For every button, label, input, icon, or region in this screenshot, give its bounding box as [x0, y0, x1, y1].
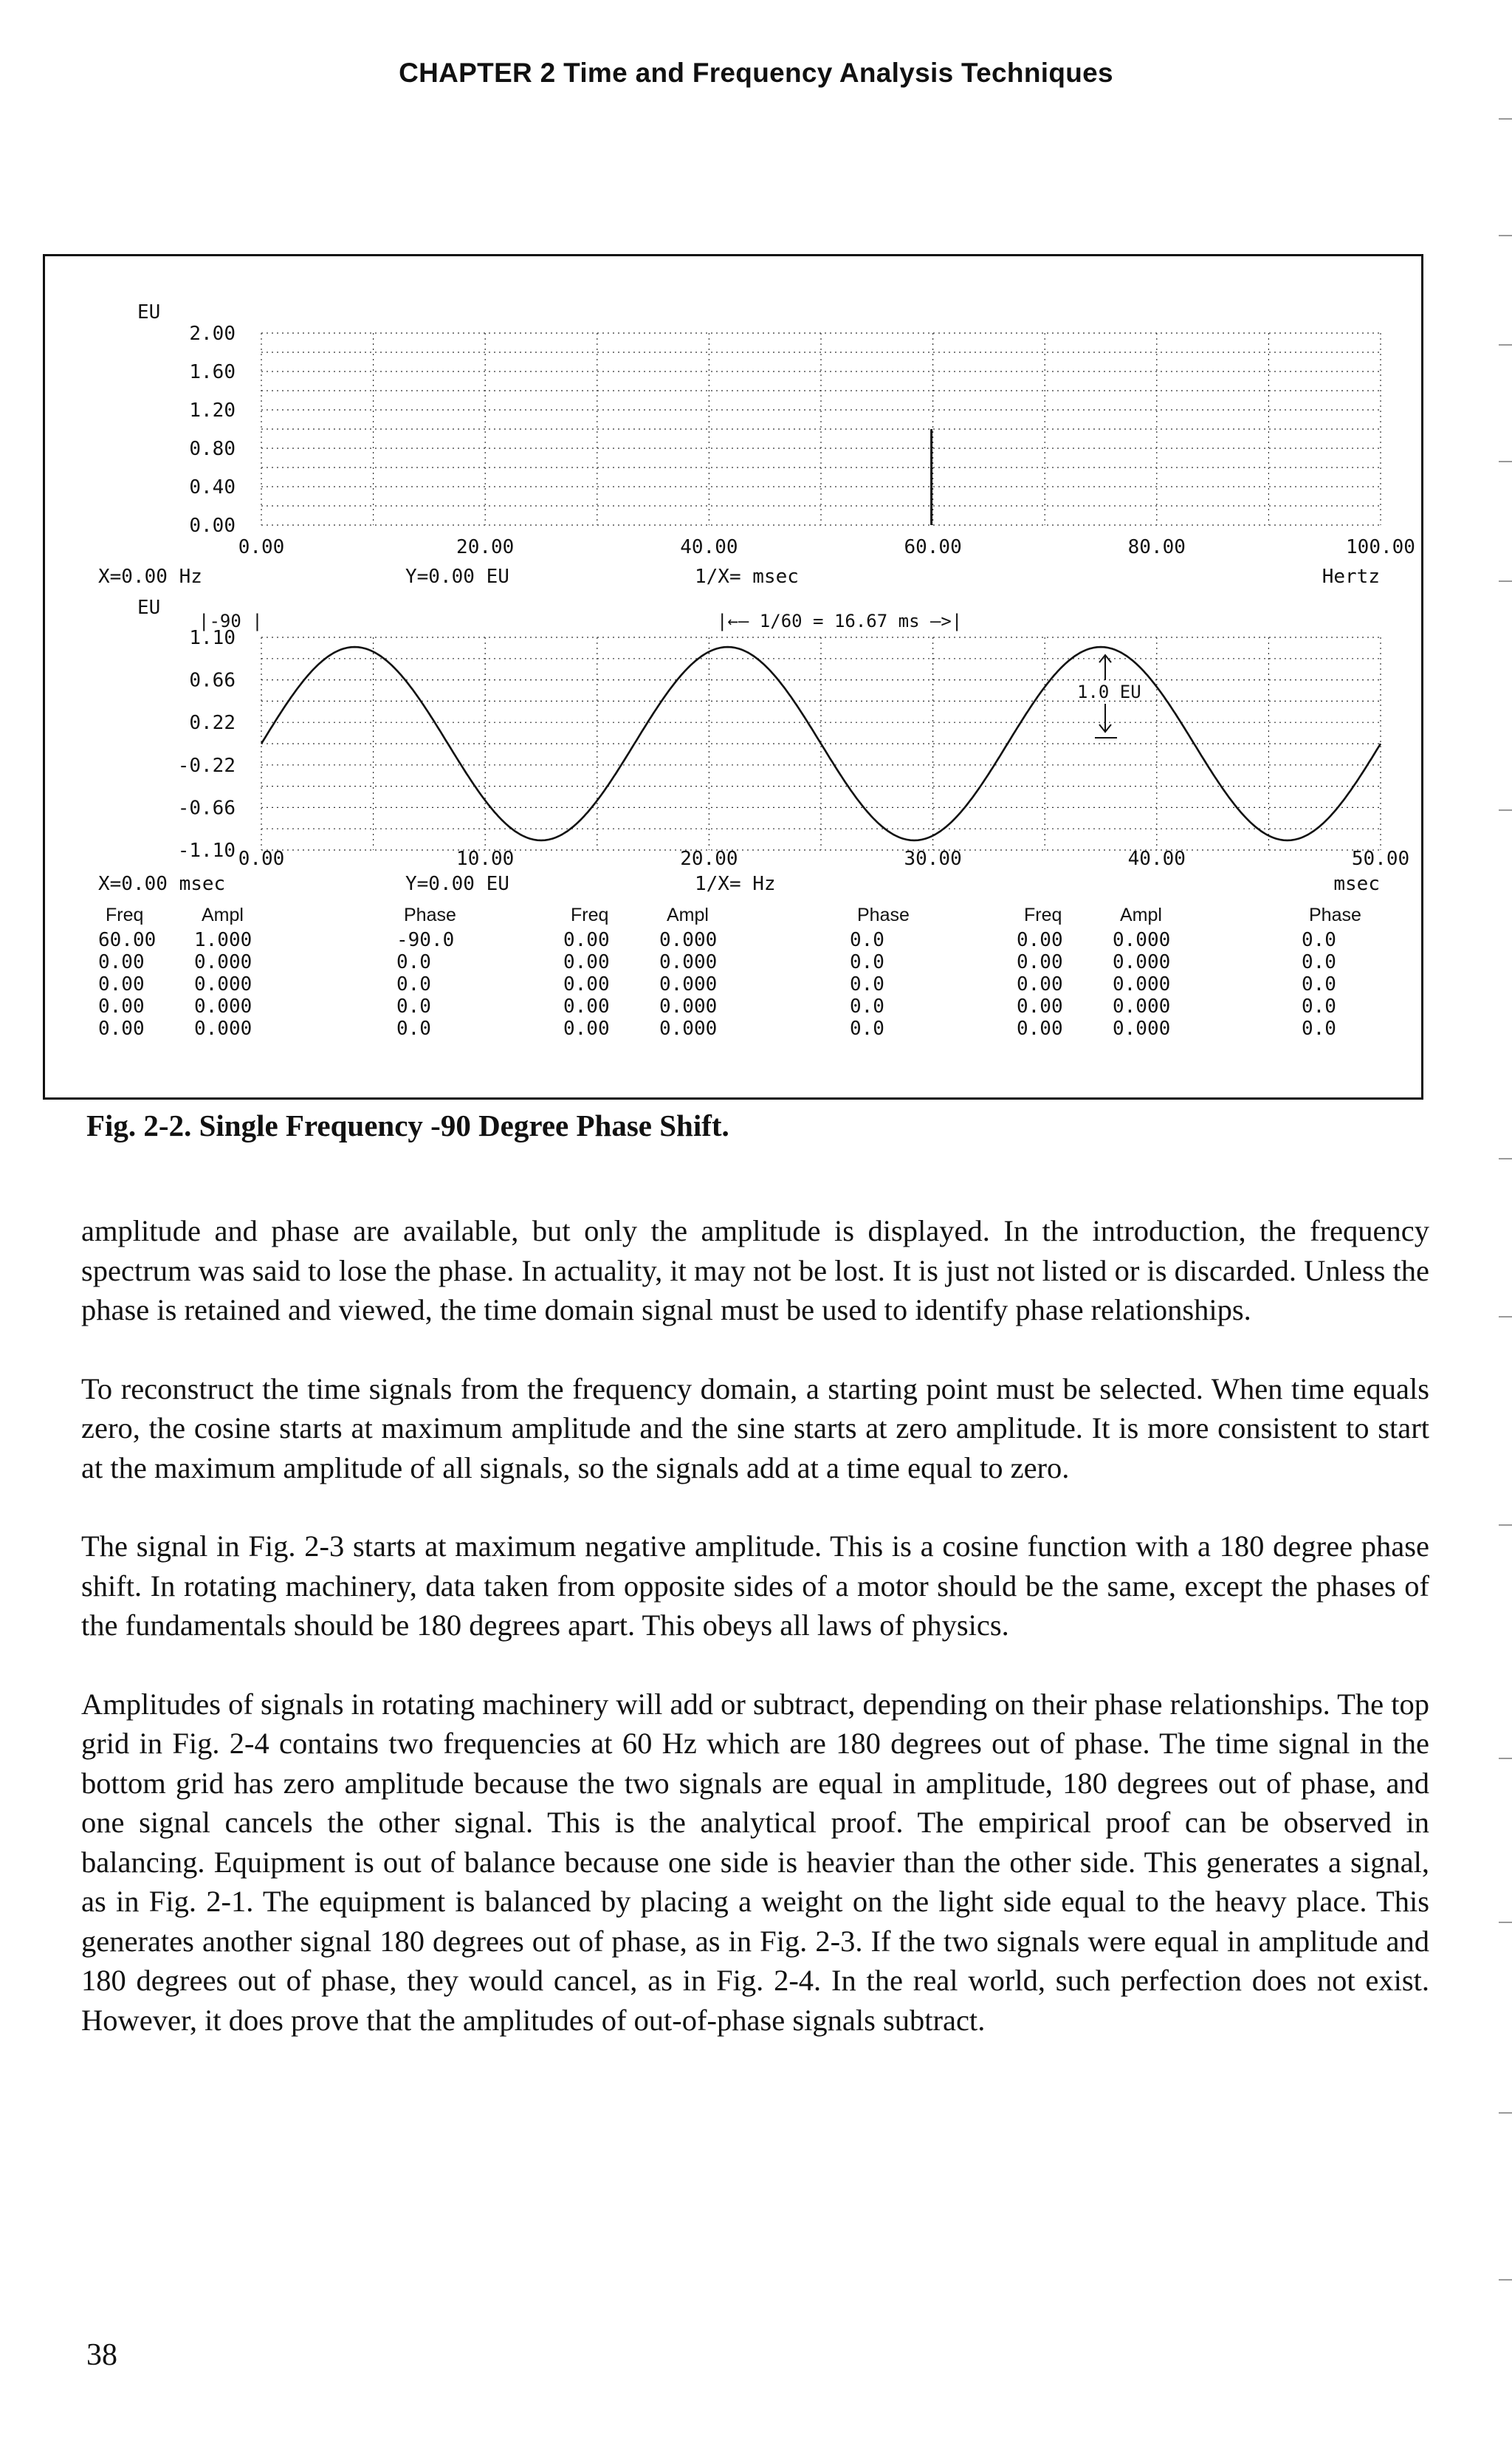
- table-cell: 0.000: [659, 929, 718, 951]
- table-cell: 0.0: [396, 1018, 431, 1040]
- table-header-cell: Freq: [1024, 905, 1062, 925]
- table-cell: 0.0: [1302, 1018, 1336, 1040]
- table-cell: 0.00: [98, 951, 145, 973]
- period-annotation: |←— 1/60 = 16.67 ms —>|: [717, 611, 963, 631]
- table-header-cell: Freq: [106, 905, 144, 925]
- table-cell: 0.00: [1017, 973, 1063, 996]
- time-x-unit: msec: [1333, 873, 1380, 895]
- figure-frame: [43, 254, 1423, 1100]
- figure-caption: Fig. 2-2. Single Frequency -90 Degree Phase Shift.: [86, 1109, 729, 1142]
- spectral-line-table: [98, 905, 1361, 1040]
- table-header-cell: Ampl: [202, 905, 244, 925]
- figure-plots: [45, 256, 1421, 1097]
- x-tick-label: 50.00: [1351, 848, 1410, 870]
- table-cell: 0.000: [194, 996, 252, 1018]
- spectrum-readout-x: X=0.00 Hz: [98, 566, 202, 588]
- spectrum-eu-label: EU: [137, 301, 161, 323]
- paragraph: amplitude and phase are available, but only the amplitude is displayed. In the introduction, the frequency spectrum was said to lose the phase. In actuality, it may not be lost. It is just not listed or is discarded. Unless the phase is retained and viewed, the time domain signal must be used to identify phase relationships.: [81, 1214, 1429, 1326]
- margin-mark: [1499, 1316, 1512, 1318]
- table-cell: 0.000: [1113, 951, 1171, 973]
- table-cell: 0.00: [563, 996, 610, 1018]
- table-cell: 0.0: [1302, 929, 1336, 951]
- table-cell: 0.0: [850, 951, 884, 973]
- table-cell: 0.00: [563, 1018, 610, 1040]
- table-cell: 0.0: [850, 1018, 884, 1040]
- y-tick-label: -0.22: [177, 754, 236, 777]
- y-tick-label: 1.60: [189, 361, 236, 383]
- margin-mark: [1499, 2112, 1512, 2114]
- x-tick-label: 20.00: [456, 536, 515, 558]
- x-tick-label: 80.00: [1127, 536, 1186, 558]
- table-cell: 0.0: [396, 951, 431, 973]
- spectrum-readout-inverse: 1/X= msec: [695, 566, 799, 588]
- paragraph: Amplitudes of signals in rotating machinery will add or subtract, depending on their phase relationships. The top grid in Fig. 2-4 contains two frequencies at 60 Hz which are 180 degrees out of phase. The time signal in the bottom grid has zero amplitude because the two signals are equal in amplitude, 180 degrees out of phase, and one signal cancels the other signal. This is the analytical proof. The empirical proof can be observed in balancing. Equipment is out of balance because one side is heavier than the other side. This generates a signal, as in Fig. 2-1. The equipment is balanced by placing a weight on the light side equal to the heavy place. This generates another signal 180 degrees out of phase, as in Fig. 2-3. If the two signals were equal in amplitude and 180 degrees out of phase, they would cancel, as in Fig. 2-4. In the real world, such perfection does not exist. However, it does prove that the amplitudes of out-of-phase signals subtract.: [81, 1687, 1429, 2037]
- margin-mark: [1499, 1922, 1512, 1923]
- x-tick-label: 40.00: [1127, 848, 1186, 870]
- table-cell: 0.000: [659, 1018, 718, 1040]
- table-cell: 60.00: [98, 929, 157, 951]
- page-number: 38: [86, 2338, 117, 2372]
- margin-mark: [1499, 1758, 1512, 1759]
- running-head: CHAPTER 2 Time and Frequency Analysis Techniques: [399, 58, 1113, 88]
- table-cell: 0.000: [659, 996, 718, 1018]
- y-tick-label: 1.10: [189, 627, 236, 649]
- y-tick-label: -1.10: [177, 840, 236, 862]
- table-cell: 0.0: [850, 996, 884, 1018]
- table-cell: 0.0: [1302, 951, 1336, 973]
- x-tick-label: 40.00: [680, 536, 738, 558]
- x-tick-label: 20.00: [680, 848, 738, 870]
- amplitude-annotation: 1.0 EU: [1077, 682, 1141, 702]
- table-cell: 0.000: [659, 973, 718, 996]
- table-cell: 1.000: [194, 929, 252, 951]
- margin-mark: [1499, 235, 1512, 236]
- table-cell: 0.000: [194, 951, 252, 973]
- x-tick-label: 60.00: [904, 536, 962, 558]
- y-tick-label: 0.22: [189, 712, 236, 735]
- margin-mark: [1499, 118, 1512, 120]
- table-cell: 0.00: [98, 996, 145, 1018]
- time-x-ticks: [238, 848, 1409, 870]
- table-cell: 0.0: [1302, 973, 1336, 996]
- y-tick-label: -0.66: [177, 797, 236, 820]
- table-cell: 0.000: [194, 973, 252, 996]
- time-plot: [98, 597, 1409, 895]
- y-tick-label: 0.80: [189, 438, 236, 460]
- margin-mark: [1499, 809, 1512, 811]
- y-tick-label: 2.00: [189, 323, 236, 345]
- table-header-cell: Freq: [571, 905, 609, 925]
- table-header-cell: Ampl: [667, 905, 709, 925]
- table-cell: 0.0: [850, 973, 884, 996]
- spectrum-y-ticks: [189, 323, 236, 537]
- x-tick-label: 100.00: [1346, 536, 1415, 558]
- table-cell: -90.0: [396, 929, 455, 951]
- table-cell: 0.000: [194, 1018, 252, 1040]
- spectrum-x-ticks: [238, 536, 1415, 558]
- margin-mark: [1499, 2279, 1512, 2281]
- table-cell: 0.00: [98, 973, 145, 996]
- y-tick-label: 0.00: [189, 515, 236, 537]
- margin-mark: [1499, 1158, 1512, 1159]
- time-readout-x: X=0.00 msec: [98, 873, 226, 895]
- y-tick-label: 1.20: [189, 400, 236, 422]
- table-cell: 0.00: [563, 951, 610, 973]
- margin-mark: [1499, 461, 1512, 462]
- table-header-cell: Phase: [1309, 905, 1361, 925]
- phase-annotation: |-90 |: [199, 611, 263, 631]
- table-cell: 0.00: [563, 929, 610, 951]
- spectrum-x-unit: Hertz: [1322, 566, 1380, 588]
- table-cell: 0.000: [1113, 1018, 1171, 1040]
- paragraph: To reconstruct the time signals from the frequency domain, a starting point must be selected. When time equals zero, the cosine starts at maximum amplitude and the sine starts at zero amplitude. It is more consistent to start at the maximum amplitude of all signals, so the signals add at a time equal to zero.: [81, 1371, 1429, 1484]
- time-y-ticks: [178, 627, 236, 862]
- table-cell: 0.000: [659, 951, 718, 973]
- table-cell: 0.00: [563, 973, 610, 996]
- y-tick-label: 0.40: [189, 476, 236, 498]
- table-cell: 0.0: [396, 996, 431, 1018]
- table-cell: 0.00: [1017, 929, 1063, 951]
- table-cell: 0.0: [1302, 996, 1336, 1018]
- margin-mark: [1499, 1524, 1512, 1526]
- time-eu-label: EU: [137, 597, 161, 619]
- table-header-cell: Phase: [404, 905, 456, 925]
- x-tick-label: 30.00: [904, 848, 962, 870]
- table-cell: 0.00: [98, 1018, 145, 1040]
- table-cell: 0.00: [1017, 951, 1063, 973]
- table-cell: 0.00: [1017, 1018, 1063, 1040]
- table-header-cell: Phase: [857, 905, 910, 925]
- time-readout-y: Y=0.00 EU: [405, 873, 509, 895]
- time-readout-inverse: 1/X= Hz: [695, 873, 776, 895]
- table-cell: 0.000: [1113, 973, 1171, 996]
- spectrum-readout-y: Y=0.00 EU: [405, 566, 509, 588]
- x-tick-label: 0.00: [238, 536, 285, 558]
- x-tick-label: 10.00: [456, 848, 515, 870]
- table-header-cell: Ampl: [1120, 905, 1162, 925]
- x-tick-label: 0.00: [238, 848, 285, 870]
- table-cell: 0.000: [1113, 996, 1171, 1018]
- table-cell: 0.0: [850, 929, 884, 951]
- spectrum-grid: [261, 333, 1381, 525]
- margin-mark: [1499, 580, 1512, 582]
- table-cell: 0.00: [1017, 996, 1063, 1018]
- paragraph: The signal in Fig. 2-3 starts at maximum negative amplitude. This is a cosine function with a 180 degree phase shift. In rotating machinery, data taken from opposite sides of a motor should be the same, except the phases of the fundamentals should be 180 degrees apart. This obeys all laws of physics.: [81, 1529, 1429, 1642]
- spectrum-plot: [98, 301, 1415, 588]
- table-cell: 0.0: [396, 973, 431, 996]
- table-cell: 0.000: [1113, 929, 1171, 951]
- body-text: [81, 1211, 1429, 2079]
- y-tick-label: 0.66: [189, 669, 236, 692]
- margin-mark: [1499, 344, 1512, 346]
